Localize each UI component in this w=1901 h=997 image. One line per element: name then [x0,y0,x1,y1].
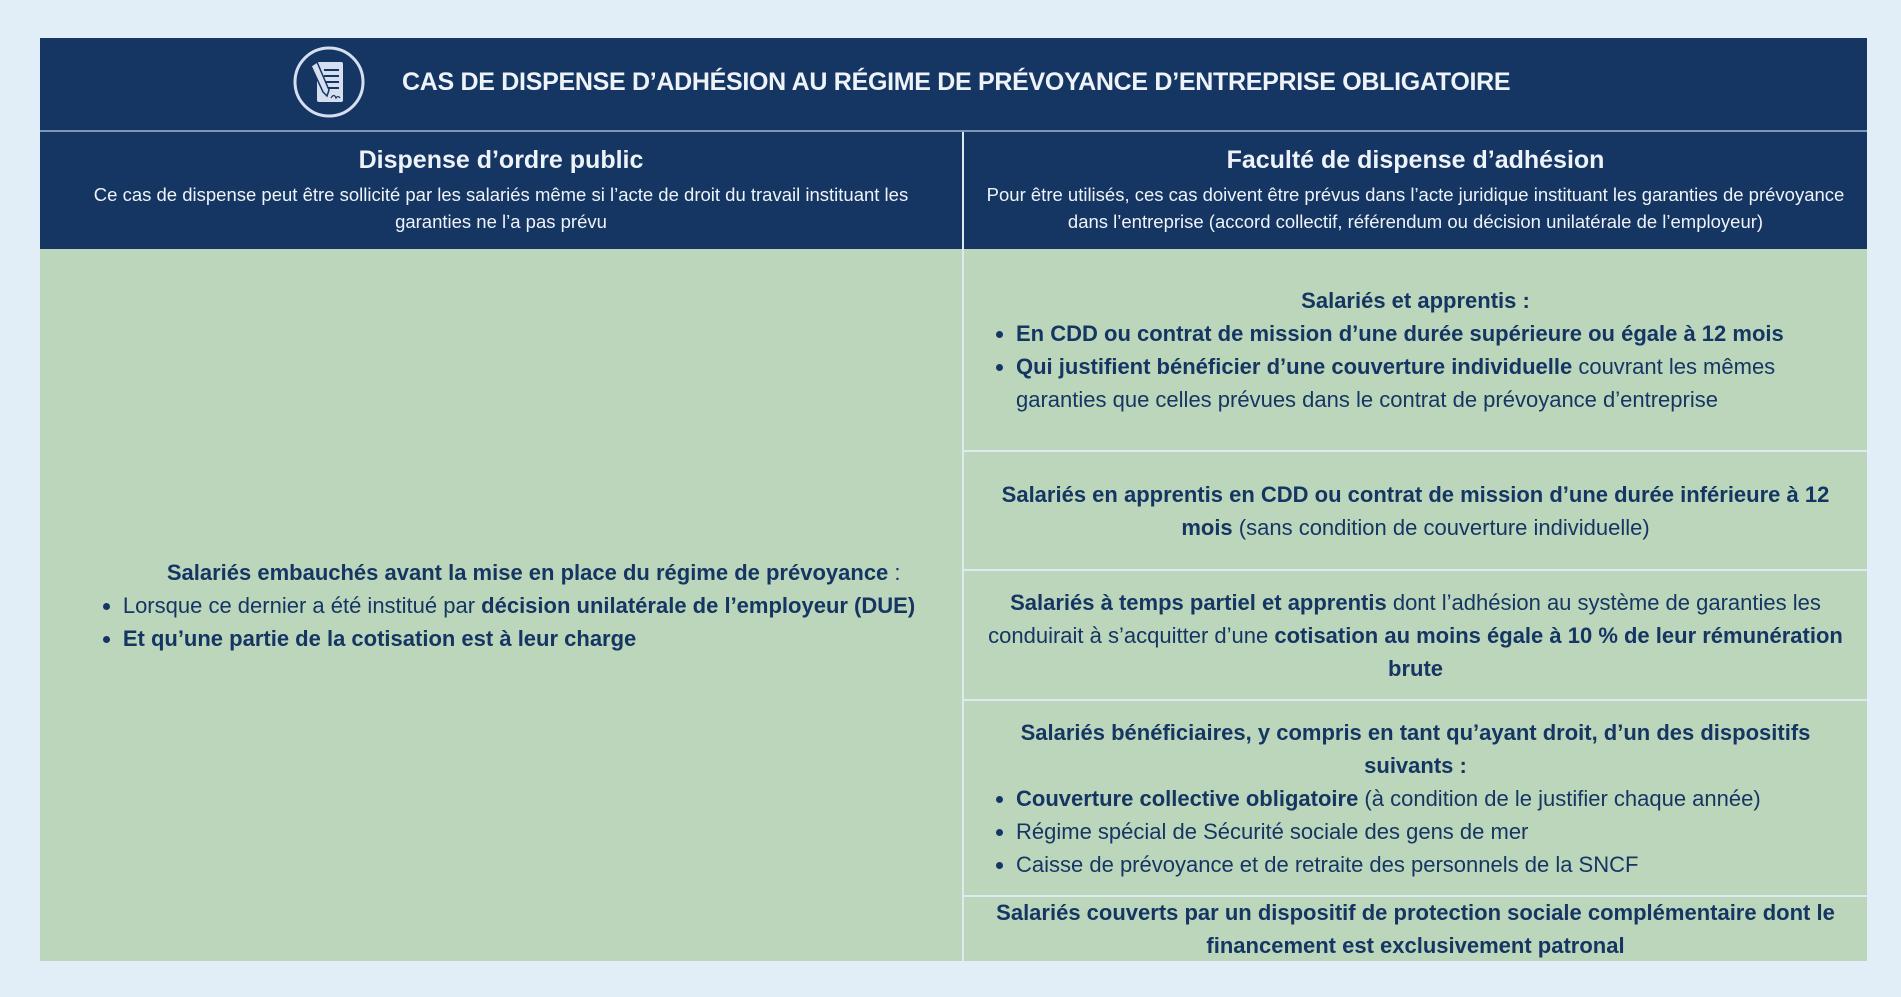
list-item [1016,317,1851,350]
column-heading: Faculté de dispense d’adhésion [1226,146,1605,174]
row-bold: Salariés à temps partiel et apprentis [1010,589,1387,615]
title-bar [40,38,1867,132]
row-bold: cotisation au moins égale à 10 % de leur rémunération brute [1274,622,1843,681]
right-row-2 [964,450,1867,569]
item-text: (à condition de le justifier chaque année) [1358,785,1761,811]
right-row-4 [964,699,1867,895]
row-heading: Salariés et apprentis : [1301,287,1530,313]
list-item [123,622,915,655]
item-text: couvrant les mêmes garanties que celles prévues dans le contrat de prévoyance d’entreprise [1016,353,1776,412]
item-bold: Qui justifient bénéficier d’une couverture individuelle [1016,353,1573,379]
column-heading: Dispense d’ordre public [358,146,644,174]
column-description: Ce cas de dispense peut être sollicité par les salariés même si l’acte de droit du travail instituant les garanties ne l’a pas prévu [93,184,909,232]
right-row-1 [964,249,1867,450]
column-description: Pour être utilisés, ces cas doivent être prévus dans l’acte juridique instituant les garanties de prévoyance dans l’entreprise (accord collectif, référendum ou décision unilatérale de l’employeur) [986,184,1845,232]
intro-rest: : [888,559,901,585]
header-faculte-dispense [964,132,1867,249]
right-row-3 [964,569,1867,699]
left-cell [40,249,962,961]
item-bold: décision unilatérale de l’employeur (DUE) [481,592,916,618]
list-item [1016,350,1851,416]
item-bold: Et qu’une partie de la cotisation est à leur charge [122,625,637,651]
row-text: dont l’adhésion au système de garanties les conduirait à s’acquitter d’une [988,589,1821,648]
right-row-5 [964,895,1867,961]
row-heading: Salariés bénéficiaires, y compris en tant qu’ayant droit, d’un des dispositifs suivants : [1020,719,1811,778]
document-signature-icon [293,46,365,118]
list-item [1016,782,1851,815]
intro-bold: Salariés embauchés avant la mise en place du régime de prévoyance [166,559,889,585]
header-dispense-ordre-public [40,132,962,249]
dispense-table [40,38,1867,961]
item-text: Lorsque ce dernier a été institué par [122,592,482,618]
row-bold: Salariés couverts par un dispositif de protection sociale complémentaire dont le financement est exclusivement patronal [996,900,1835,958]
item-bold: En CDD ou contrat de mission d’une durée supérieure ou égale à 12 mois [1016,320,1784,346]
page-title: CAS DE DISPENSE D’ADHÉSION AU RÉGIME DE PRÉVOYANCE D’ENTREPRISE OBLIGATOIRE [402,68,1511,96]
item-bold: Couverture collective obligatoire [1016,785,1359,811]
list-item [123,589,915,622]
row-text: (sans condition de couverture individuelle) [1232,514,1650,540]
list-item: • Régime spécial de Sécurité sociale des gens de mer [1016,815,1851,848]
row-bold: Salariés en apprentis en CDD ou contrat de mission d’une durée inférieure à 12 mois [1001,481,1830,540]
list-item: • Caisse de prévoyance et de retraite des personnels de la SNCF [1016,848,1851,881]
